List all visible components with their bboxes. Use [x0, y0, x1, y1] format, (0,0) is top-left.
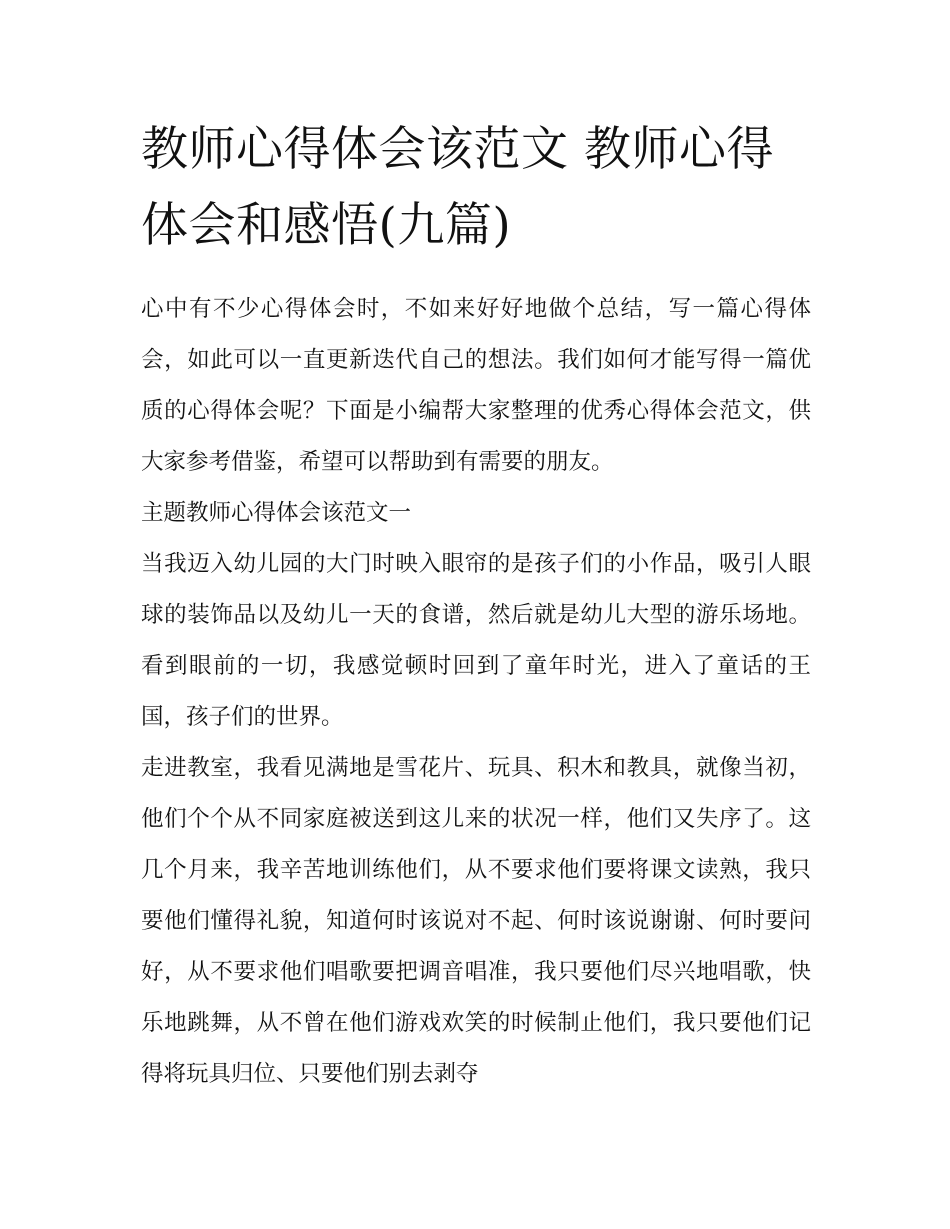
document-title: 教师心得体会该范文 教师心得体会和感悟(九篇): [141, 122, 774, 253]
section-heading: 主题教师心得体会该范文一: [141, 500, 412, 526]
document-page: [141, 112, 811, 1100]
body-paragraph-1: 当我迈入幼儿园的大门时映入眼帘的是孩子们的小作品，吸引人眼球的装饰品以及幼儿一天的食谱，然后就是幼儿大型的游乐场地。看到眼前的一切，我感觉顿时回到了童年时光，进入了童话的王国，孩子们的世界。: [141, 551, 811, 730]
intro-paragraph: 心中有不少心得体会时，不如来好好地做个总结，写一篇心得体会，如此可以一直更新迭代自己的想法。我们如何才能写得一篇优质的心得体会呢？下面是小编帮大家整理的优秀心得体会范文，供大家参考借鉴，希望可以帮助到有需要的朋友。: [141, 296, 811, 475]
body-paragraph-2: 走进教室，我看见满地是雪花片、玩具、积木和教具，就像当初，他们个个从不同家庭被送到这儿来的状况一样，他们又失序了。这几个月来，我辛苦地训练他们，从不要求他们要将课文读熟，我只要他们懂得礼貌，知道何时该说对不起、何时该说谢谢、何时要问好，从不要求他们唱歌要把调音唱准，我只要他们尽兴地唱歌，快乐地跳舞，从不曾在他们游戏欢笑的时候制止他们，我只要他们记得将玩具归位、只要他们别去剥夺: [141, 755, 811, 1087]
